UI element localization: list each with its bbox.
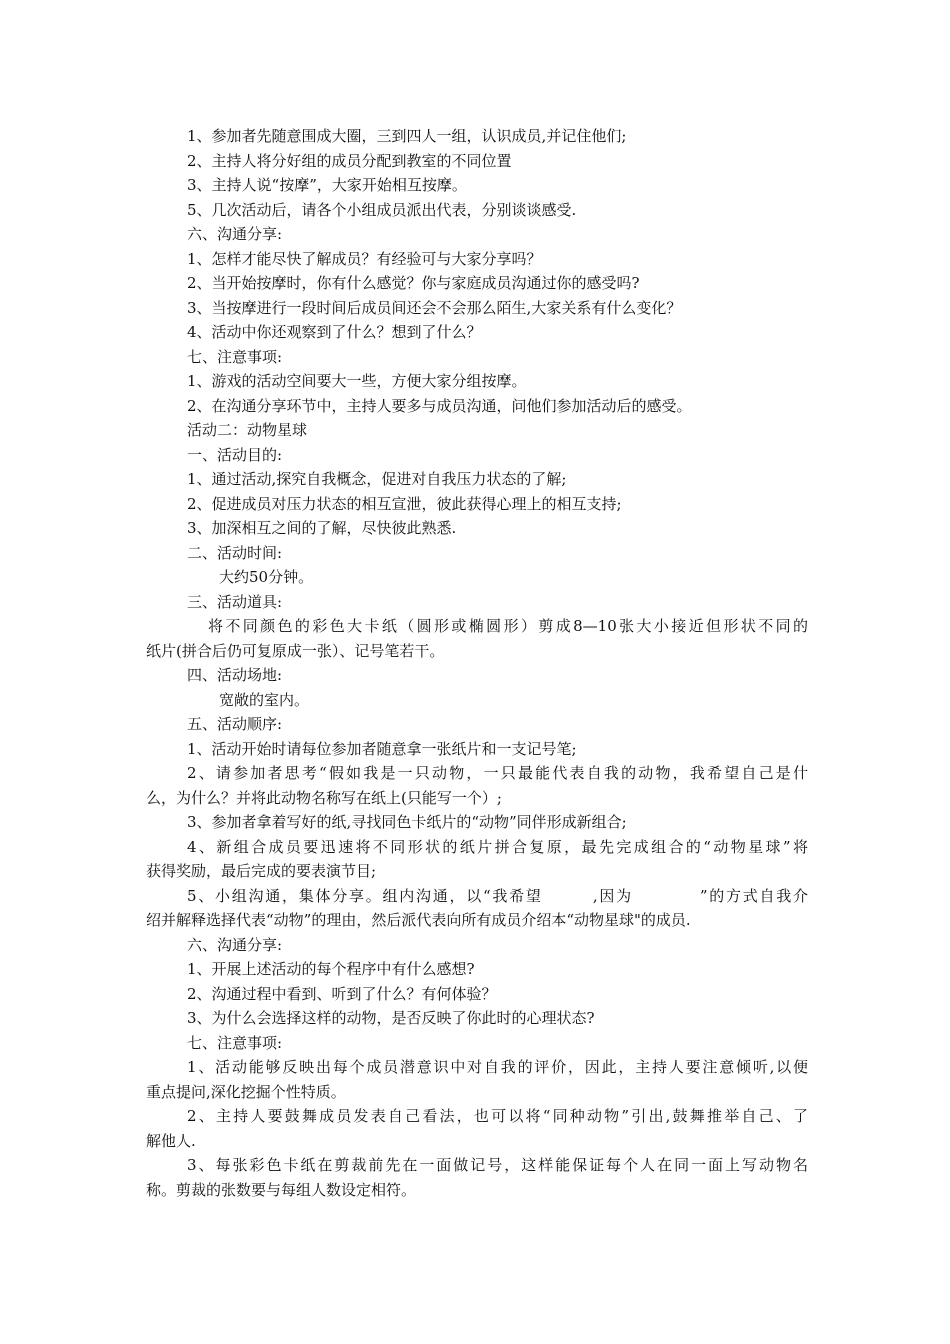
text-line: 大约50分钟。 [219,568,314,586]
text-line: 3、为什么会选择这样的动物，是否反映了你此时的心理状态? [187,1009,595,1027]
text-line: 一、活动目的: [187,445,283,464]
text-line: 二、活动时间: [187,543,283,562]
text-line: 将不同颜色的彩色大卡纸（圆形或椭圆形）剪成8—10张大小接近但形状不同的 [208,617,808,635]
text-line: 1、游戏的活动空间要大一些，方便大家分组按摩。 [187,372,527,390]
text-line: 解他人. [146,1131,196,1150]
text-line: 1、通过活动,探究自我概念，促进对自我压力状态的了解; [187,470,567,488]
text-line: 七、注意事项: [187,347,283,366]
text-line: 3、参加者拿着写好的纸,寻找同色卡纸片的“动物”同伴形成新组合; [187,813,627,831]
text-line: 2、主持人将分好组的成员分配到教室的不同位置 [187,151,512,170]
text-line: 2、在沟通分享环节中，主持人要多与成员沟通，问他们参加活动后的感受。 [187,396,692,415]
text-line: 2、主持人要鼓舞成员发表自己看法，也可以将“同种动物”引出,鼓舞推举自己、了 [187,1107,808,1125]
text-line: 绍并解释选择代表“动物”的理由，然后派代表向所有成员介绍本“动物星球"的成员. [146,911,691,929]
text-line: 四、活动场地: [187,666,283,684]
document-body [146,124,808,1202]
text-line: 3、加深相互之间的了解，尽快彼此熟悉. [187,519,457,537]
text-line: 3、主持人说“按摩”，大家开始相互按摩。 [187,176,467,194]
text-line: 3、每张彩色卡纸在剪裁前先在一面做记号，这样能保证每个人在同一面上写动物名 [187,1156,808,1174]
text-line: 1、开展上述活动的每个程序中有什么感想? [187,960,475,978]
text-line: 活动二：动物星球 [187,421,308,439]
text-line: 5、几次活动后，请各个小组成员派出代表，分别谈谈感受. [187,200,577,219]
text-line: 2、促进成员对压力状态的相互宣泄，彼此获得心理上的相互支持; [187,494,622,513]
text-line: 1、活动能够反映出每个成员潜意识中对自我的评价，因此，主持人要注意倾听,以便 [187,1058,808,1076]
text-line: 4、新组合成员要迅速将不同形状的纸片拼合复原，最先完成组合的“动物星球”将 [187,837,808,856]
text-line: 纸片(拼合后仍可复原成一张）、记号笔若干。 [146,641,445,660]
text-line: 4、活动中你还观察到了什么？想到了什么？ [187,323,482,341]
text-line: 3、当按摩进行一段时间后成员间还会不会那么陌生,大家关系有什么变化？ [187,298,682,317]
text-line: 1、活动开始时请每位参加者随意拿一张纸片和一支记号笔; [187,739,577,758]
text-line: 2、请参加者思考“假如我是一只动物，一只最能代表自我的动物，我希望自己是什 [187,764,808,782]
text-line: 七、注意事项: [187,1033,283,1052]
text-line: 重点提问,深化挖掘个性特质。 [146,1082,346,1101]
text-line: 称。剪裁的张数要与每组人数设定相符。 [146,1180,417,1199]
text-line: 2、沟通过程中看到、听到了什么？有何体验？ [187,984,497,1003]
text-line: 么，为什么？并将此动物名称写在纸上(只能写一个）; [146,788,502,807]
text-line: 获得奖励，最后完成的要表演节目; [146,862,377,880]
text-line: 六、沟通分享: [187,225,283,243]
text-line: 1、怎样才能尽快了解成员？有经验可与大家分享吗？ [187,249,542,268]
text-line: 1、参加者先随意围成大圈，三到四人一组，认识成员,并记住他们; [187,127,627,145]
text-line: 5、小组沟通，集体分享。组内沟通，以“我希望 ,因为 ”的方式自我介 [187,886,808,905]
text-line: 五、活动顺序: [187,715,283,733]
text-line: 宽敞的室内。 [219,690,310,709]
text-line: 三、活动道具: [187,592,283,611]
text-line: 2、当开始按摩时，你有什么感觉？你与家庭成员沟通过你的感受吗? [187,274,640,292]
text-line: 六、沟通分享: [187,935,283,954]
